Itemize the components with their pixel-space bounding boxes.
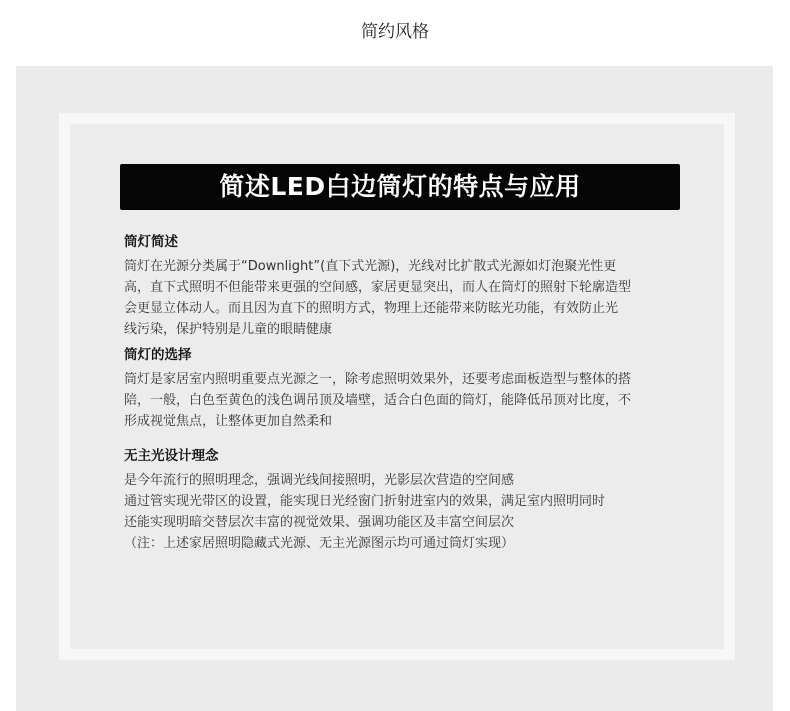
section-heading: 筒灯简述 [124, 234, 178, 250]
section-downlight-selection [124, 345, 680, 432]
section-no-main-light [124, 446, 680, 554]
body-line: （注：上述家居照明隐藏式光源、无主光源图示均可通过筒灯实现） [124, 536, 515, 551]
body-line: 形成视觉焦点，让整体更加自然柔和 [124, 414, 333, 429]
body-line: 还能实现明暗交替层次丰富的视觉效果、强调功能区及丰富空间层次 [124, 515, 515, 530]
section-body [124, 470, 680, 554]
body-line: 是今年流行的照明理念，强调光线间接照明，光影层次营造的空间感 [124, 473, 515, 488]
section-heading: 无主光设计理念 [124, 448, 219, 464]
section-body [124, 369, 680, 432]
body-line: 通过管实现光带区的设置，能实现日光经窗门折射进室内的效果，满足室内照明同时 [124, 494, 606, 509]
banner-title: 简述LED白边筒灯的特点与应用 [120, 164, 680, 210]
body-line: 筒灯是家居室内照明重要点光源之一，除考虑照明效果外，还要考虑面板造型与整体的搭 [124, 372, 632, 387]
body-line: 筒灯在光源分类属于“Downlight”(直下式光源)，光线对比扩散式光源如灯泡聚光性更 [124, 259, 617, 274]
section-body [124, 256, 680, 340]
body-line: 线污染，保护特别是儿童的眼睛健康 [124, 322, 333, 337]
body-line: 会更显立体动人。而且因为直下的照明方式，物理上还能带来防眩光功能，有效防止光 [124, 301, 619, 316]
page-title: 简约风格 [361, 22, 429, 42]
body-line: 陪，一般，白色至黄色的浅色调吊顶及墙壁，适合白色面的筒灯，能降低吊顶对比度，不 [124, 393, 632, 408]
section-heading: 筒灯的选择 [124, 347, 192, 363]
body-line: 高，直下式照明不但能带来更强的空间感，家居更显突出，而人在筒灯的照射下轮廓造型 [124, 280, 632, 295]
section-downlight-overview [124, 232, 680, 340]
